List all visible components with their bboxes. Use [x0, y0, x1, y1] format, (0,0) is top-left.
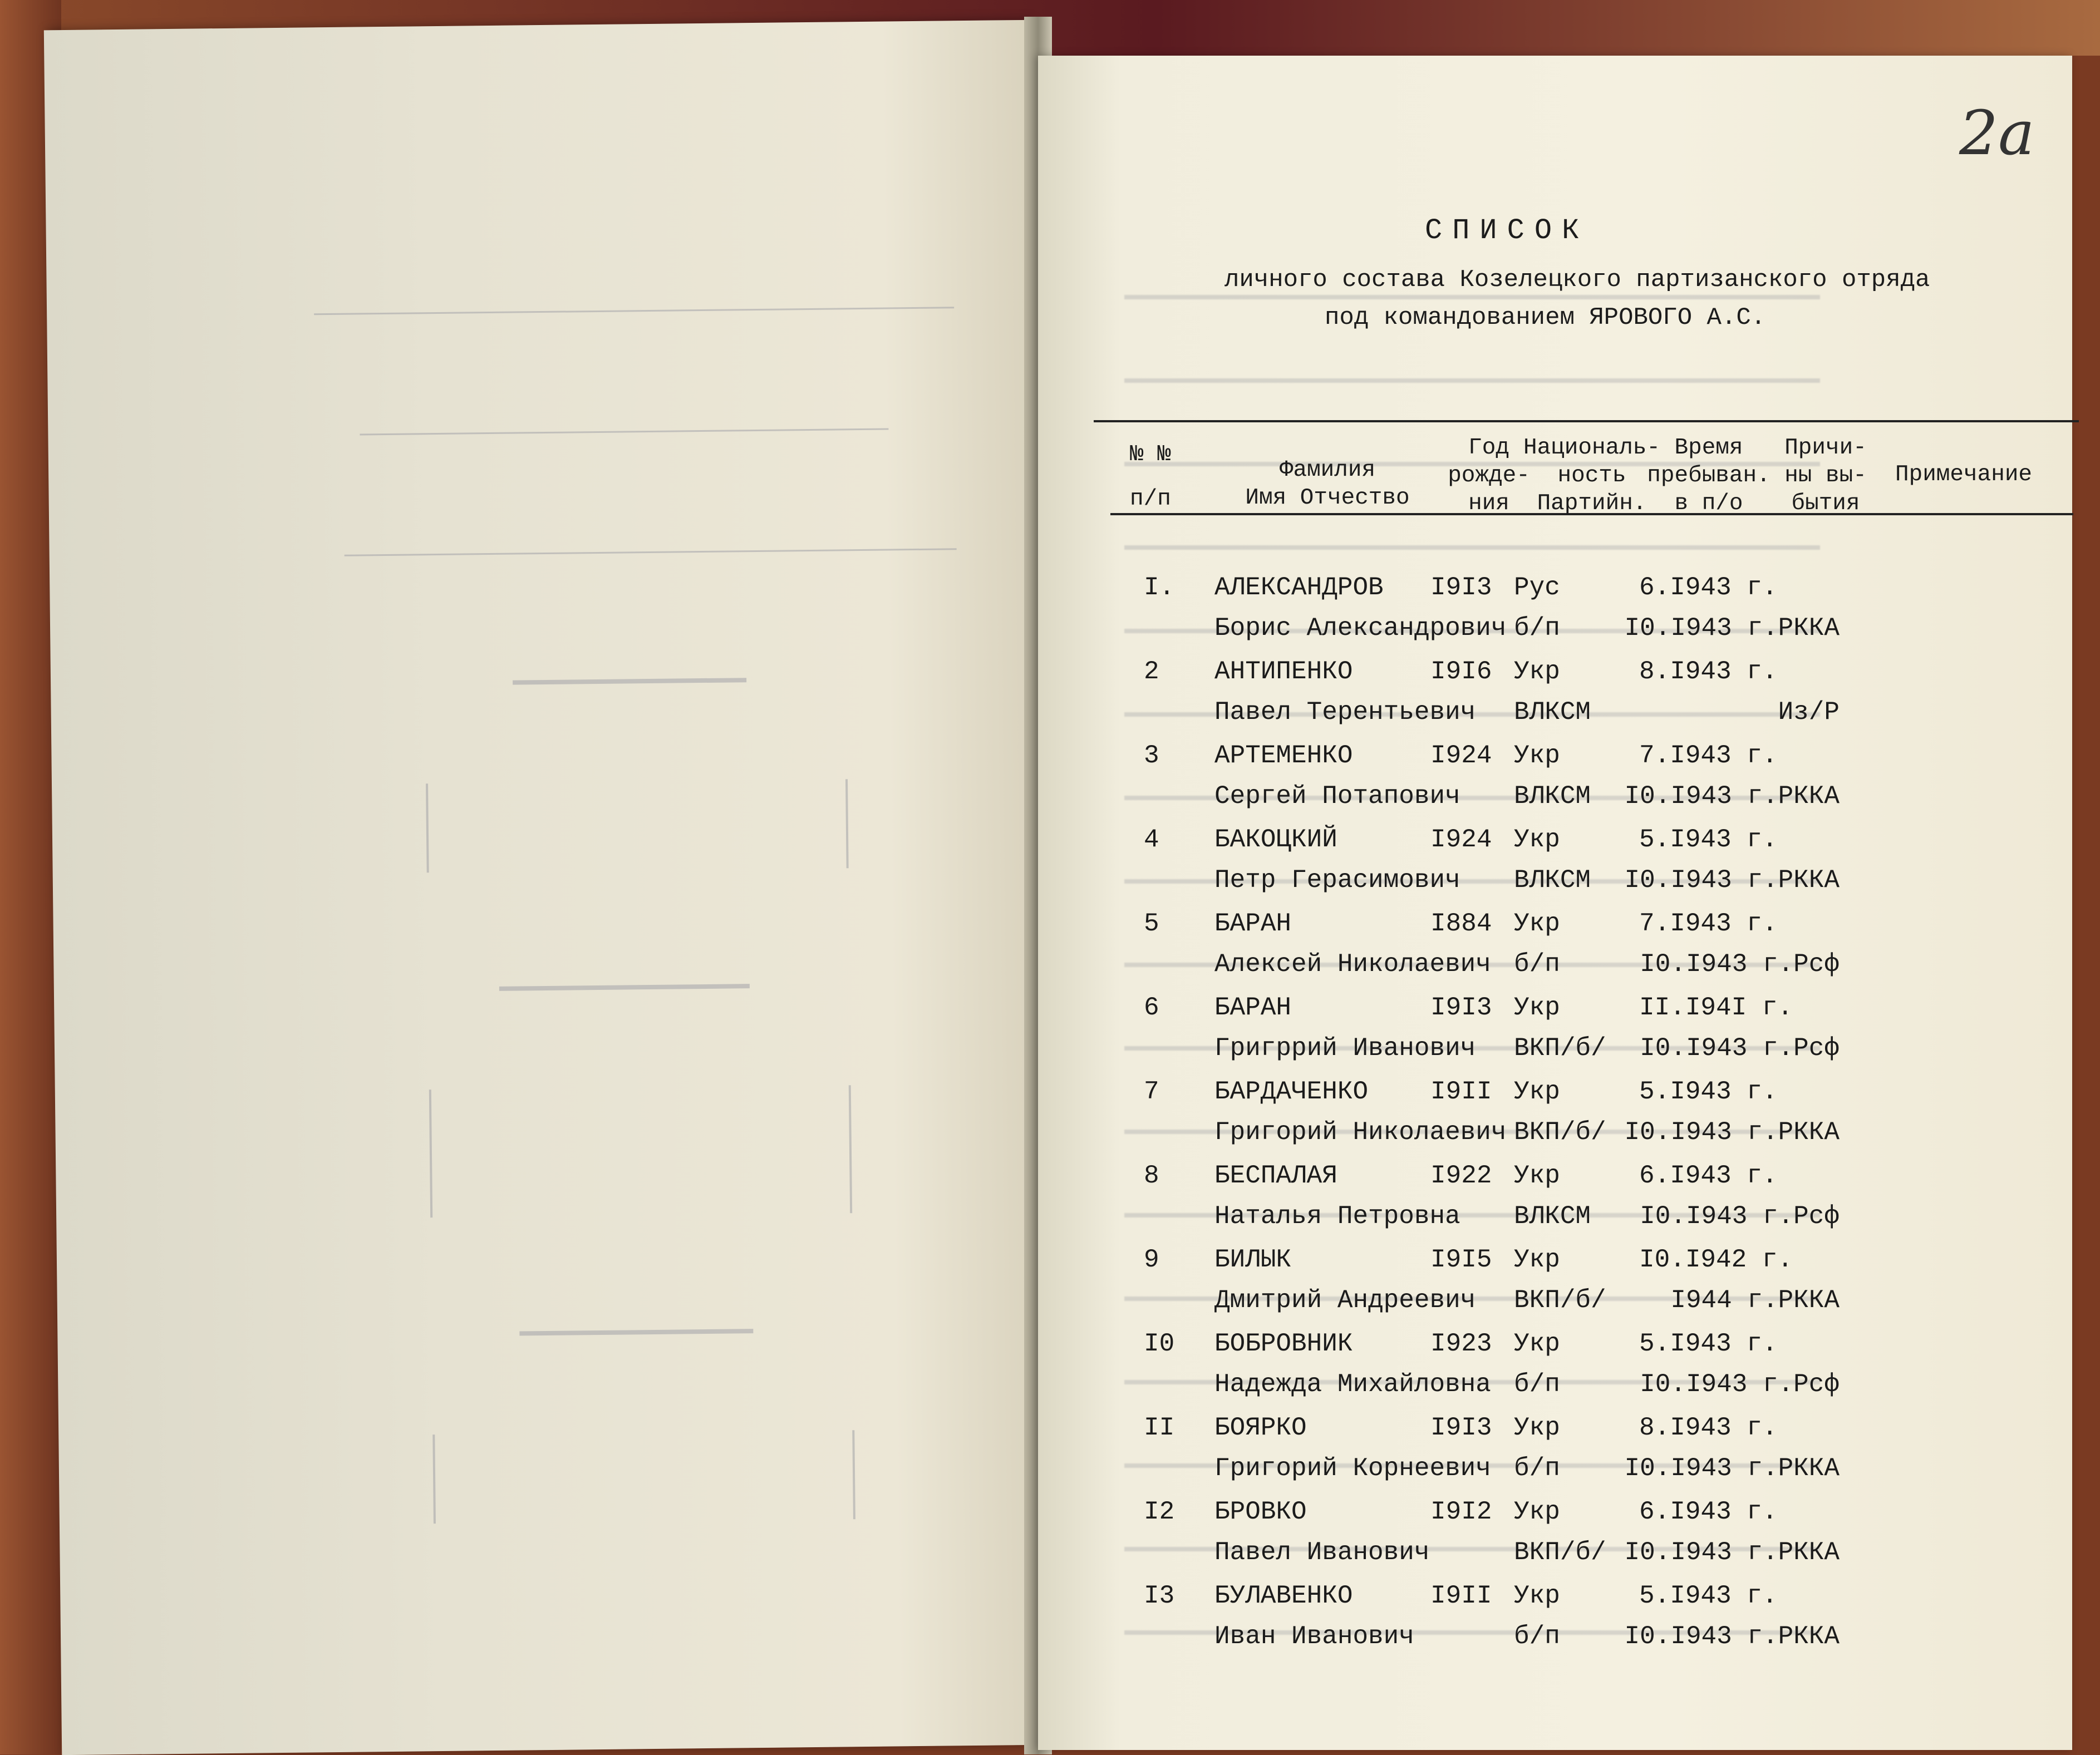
row-start-date: 5.I943 г. — [1639, 1077, 1778, 1106]
row-nationality: Укр — [1514, 1161, 1560, 1190]
row-birth-year: I923 — [1430, 1329, 1492, 1358]
row-birth-year: I922 — [1430, 1161, 1492, 1190]
row-start-date: 8.I943 г. — [1639, 1413, 1778, 1442]
row-party: б/п — [1514, 950, 1560, 979]
row-end-date-reason: I0.I943 г.Рсф — [1640, 1034, 1840, 1063]
row-given-names: Алексей Николаевич — [1214, 950, 1491, 979]
row-surname: БЕСПАЛАЯ — [1214, 1161, 1337, 1190]
header-name — [1238, 456, 1417, 512]
row-end-date-reason: I0.I943 г.Рсф — [1640, 1370, 1840, 1399]
header-time-line1: Время — [1674, 435, 1743, 461]
row-given-names: Григорий Николаевич — [1214, 1118, 1507, 1147]
row-end-date-reason: I0.I943 г.РККА — [1624, 782, 1840, 811]
row-number: I3 — [1144, 1581, 1175, 1610]
row-surname: БАРАН — [1214, 993, 1292, 1022]
row-end-date-reason: I0.I943 г.Рсф — [1640, 1202, 1840, 1231]
header-year-line2: рожде- — [1448, 463, 1530, 489]
header-number-line1: № № — [1130, 442, 1171, 467]
row-nationality: Укр — [1514, 909, 1560, 938]
row-end-date-reason: I0.I943 г.Рсф — [1640, 950, 1840, 979]
row-given-names: Павел Терентьевич — [1214, 698, 1476, 727]
row-nationality: Укр — [1514, 1413, 1560, 1442]
row-number: 7 — [1144, 1077, 1159, 1106]
row-end-date-reason: I0.I943 г.РККА — [1624, 1454, 1840, 1483]
document-subtitle-line2: под командованием ЯРОВОГО А.С. — [1325, 304, 1766, 332]
row-nationality: Рус — [1514, 573, 1560, 602]
row-start-date: 8.I943 г. — [1639, 657, 1778, 686]
row-given-names: Сергей Потапович — [1214, 782, 1460, 811]
row-birth-year: I9I3 — [1430, 1413, 1492, 1442]
row-party: ВЛКСМ — [1514, 782, 1591, 811]
row-party: ВКП/б/ — [1514, 1538, 1606, 1567]
row-nationality: Укр — [1514, 1245, 1560, 1274]
row-start-date: 5.I943 г. — [1639, 1329, 1778, 1358]
row-start-date: 5.I943 г. — [1639, 825, 1778, 854]
header-time — [1639, 434, 1778, 517]
row-start-date: 5.I943 г. — [1639, 1581, 1778, 1610]
row-given-names: Петр Герасимович — [1214, 866, 1460, 895]
row-number: 8 — [1144, 1161, 1159, 1190]
row-start-date: 7.I943 г. — [1639, 909, 1778, 938]
row-end-date-reason: Из/Р — [1778, 698, 1840, 727]
row-start-date: II.I94I г. — [1639, 993, 1793, 1022]
row-surname: БОЯРКО — [1214, 1413, 1307, 1442]
row-party: ВКП/б/ — [1514, 1286, 1606, 1315]
row-number: 5 — [1144, 909, 1159, 938]
row-end-date-reason: I944 г.РККА — [1670, 1286, 1840, 1315]
row-party: б/п — [1514, 1454, 1560, 1483]
row-party: ВЛКСМ — [1514, 866, 1591, 895]
row-given-names: Надежда Михайловна — [1214, 1370, 1491, 1399]
row-birth-year: I924 — [1430, 741, 1492, 770]
row-start-date: 7.I943 г. — [1639, 741, 1778, 770]
row-nationality: Укр — [1514, 741, 1560, 770]
row-start-date: 6.I943 г. — [1639, 573, 1778, 602]
header-reason-line3: бытия — [1791, 491, 1860, 516]
row-party: ВЛКСМ — [1514, 1202, 1591, 1231]
row-party: б/п — [1514, 1370, 1560, 1399]
row-number: I2 — [1144, 1497, 1175, 1526]
row-end-date-reason: I0.I943 г.РККА — [1624, 1622, 1840, 1651]
row-nationality: Укр — [1514, 825, 1560, 854]
row-surname: АНТИПЕНКО — [1214, 657, 1353, 686]
row-number: 9 — [1144, 1245, 1159, 1274]
row-surname: БОБРОВНИК — [1214, 1329, 1353, 1358]
header-note: Примечание — [1895, 462, 2033, 487]
row-birth-year: I924 — [1430, 825, 1492, 854]
row-end-date-reason: I0.I943 г.РККА — [1624, 866, 1840, 895]
row-nationality: Укр — [1514, 993, 1560, 1022]
header-nationality-line3: Партийн. — [1537, 491, 1647, 516]
row-surname: АЛЕКСАНДРОВ — [1214, 573, 1384, 602]
row-surname: БИЛЫК — [1214, 1245, 1292, 1274]
row-start-date: I0.I942 г. — [1639, 1245, 1793, 1274]
row-number: I. — [1144, 573, 1175, 602]
header-reason-line1: Причи- — [1784, 435, 1867, 461]
row-given-names: Наталья Петровна — [1214, 1202, 1460, 1231]
row-end-date-reason: I0.I943 г.РККА — [1624, 1538, 1840, 1567]
row-nationality: Укр — [1514, 1581, 1560, 1610]
header-reason — [1776, 434, 1876, 517]
row-party: б/п — [1514, 1622, 1560, 1651]
header-nationality-line2: ность — [1557, 463, 1626, 489]
header-name-line1: Фамилия — [1279, 457, 1376, 483]
header-time-line3: в п/о — [1674, 491, 1743, 516]
row-given-names: Григррий Иванович — [1214, 1034, 1476, 1063]
header-time-line2: пребыван. — [1647, 463, 1771, 489]
row-party: ВЛКСМ — [1514, 698, 1591, 727]
row-birth-year: I9I5 — [1430, 1245, 1492, 1274]
row-nationality: Укр — [1514, 1329, 1560, 1358]
row-start-date: 6.I943 г. — [1639, 1161, 1778, 1190]
row-surname: БАРДАЧЕНКО — [1214, 1077, 1369, 1106]
row-end-date-reason: I0.I943 г.РККА — [1624, 614, 1840, 643]
row-number: 2 — [1144, 657, 1159, 686]
row-nationality: Укр — [1514, 1077, 1560, 1106]
row-given-names: Иван Иванович — [1214, 1622, 1414, 1651]
row-surname: БАРАН — [1214, 909, 1292, 938]
header-number-line2: п/п — [1130, 486, 1171, 512]
row-number: I0 — [1144, 1329, 1175, 1358]
header-nationality-line1: Националь- — [1523, 435, 1661, 461]
row-party: б/п — [1514, 614, 1560, 643]
row-surname: БРОВКО — [1214, 1497, 1307, 1526]
row-nationality: Укр — [1514, 657, 1560, 686]
row-surname: БАКОЦКИЙ — [1214, 825, 1337, 854]
row-start-date: 6.I943 г. — [1639, 1497, 1778, 1526]
header-year-line1: Год — [1468, 435, 1509, 461]
row-given-names: Григорий Корнеевич — [1214, 1454, 1491, 1483]
row-number: 3 — [1144, 741, 1159, 770]
row-given-names: Борис Александрович — [1214, 614, 1507, 643]
row-birth-year: I9I2 — [1430, 1497, 1492, 1526]
row-party: ВКП/б/ — [1514, 1034, 1606, 1063]
row-number: II — [1144, 1413, 1175, 1442]
header-reason-line2: ны вы- — [1784, 463, 1867, 489]
document-title: СПИСОК — [1425, 214, 1590, 247]
row-nationality: Укр — [1514, 1497, 1560, 1526]
row-surname: БУЛАВЕНКО — [1214, 1581, 1353, 1610]
left-page-bleed-through — [229, 204, 963, 1158]
row-number: 6 — [1144, 993, 1159, 1022]
table-top-rule — [1094, 420, 2079, 422]
row-party: ВКП/б/ — [1514, 1118, 1606, 1147]
row-end-date-reason: I0.I943 г.РККА — [1624, 1118, 1840, 1147]
document-subtitle-line1: личного состава Козелецкого партизанского отряда — [1224, 266, 1930, 294]
row-number: 4 — [1144, 825, 1159, 854]
handwritten-page-number: 2а — [1959, 97, 2035, 169]
left-page — [44, 20, 1047, 1755]
row-birth-year: I9I3 — [1430, 573, 1492, 602]
header-year-line3: ния — [1468, 491, 1509, 516]
row-given-names: Павел Иванович — [1214, 1538, 1430, 1567]
row-given-names: Дмитрий Андреевич — [1214, 1286, 1476, 1315]
row-birth-year: I884 — [1430, 909, 1492, 938]
row-birth-year: I9II — [1430, 1581, 1492, 1610]
row-surname: АРТЕМЕНКО — [1214, 741, 1353, 770]
row-birth-year: I9II — [1430, 1077, 1492, 1106]
row-birth-year: I9I6 — [1430, 657, 1492, 686]
row-birth-year: I9I3 — [1430, 993, 1492, 1022]
header-name-line2: Имя Отчество — [1245, 485, 1410, 511]
